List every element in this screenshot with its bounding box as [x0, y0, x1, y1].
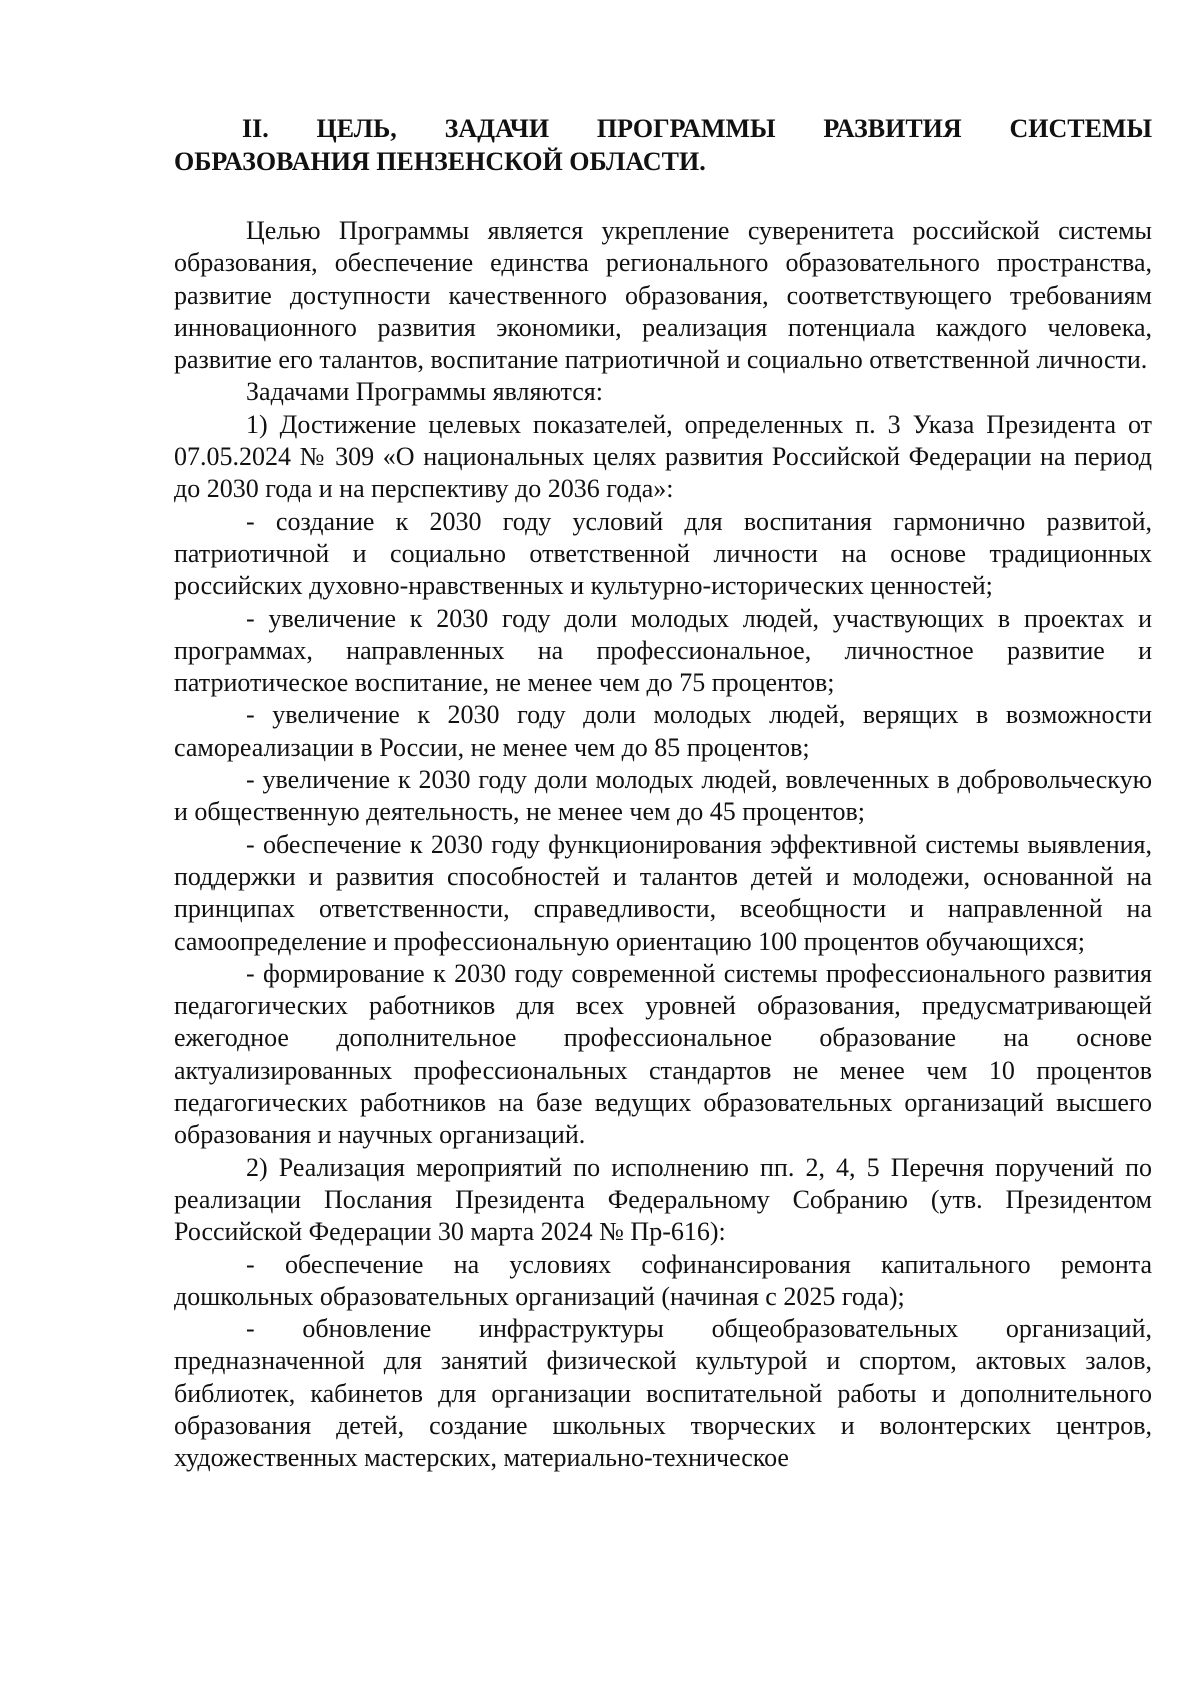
task-2-item: - обеспечение на условиях софинансирования капитального ремонта дошкольных образовательных организаций (начиная с 2025 года);	[174, 1249, 1152, 1311]
task-1-item: - формирование к 2030 году современной системы профессионального развития педагогических работников для всех уровней образования, предусматривающей ежегодное дополнительное профессиональное образование на основе актуализированных профессиональных стандартов не менее чем 10 процентов педагогических работников на базе ведущих образовательных организаций высшего образования и научных организаций.	[174, 958, 1152, 1150]
heading-line-1: II. ЦЕЛЬ, ЗАДАЧИ ПРОГРАММЫ РАЗВИТИЯ СИСТЕМЫ	[242, 114, 1152, 143]
task-1-intro: 1) Достижение целевых показателей, определенных п. 3 Указа Президента от 07.05.2024 № 309 «О национальных целях развития Российской Федерации на период до 2030 года и на перспективу до 2036 года»:	[174, 409, 1152, 504]
tasks-intro: Задачами Программы являются:	[246, 377, 603, 407]
section-heading	[174, 112, 1152, 178]
task-1-item: - увеличение к 2030 году доли молодых людей, участвующих в проектах и программах, направленных на профессиональное, личностное развитие и патриотическое воспитание, не менее чем до 75 процентов;	[174, 603, 1152, 698]
task-1-item: - увеличение к 2030 году доли молодых людей, вовлеченных в добровольческую и общественную деятельность, не менее чем до 45 процентов;	[174, 765, 1152, 827]
task-1-item: - увеличение к 2030 году доли молодых людей, верящих в возможности самореализации в России, не менее чем до 85 процентов;	[174, 700, 1152, 762]
goal-paragraph: Целью Программы является укрепление суверенитета российской системы образования, обеспечение единства регионального образовательного пространства, развитие доступности качественного образования, соответствующего требованиям инновационного развития экономики, реализация потенциала каждого человека, развитие его талантов, воспитание патриотичной и социально ответственной личности.	[174, 216, 1152, 375]
task-2-item: - обновление инфраструктуры общеобразовательных организаций, предназначенной для занятий физической культурой и спортом, актовых залов, библиотек, кабинетов для организации воспитательной работы и дополнительного образования детей, создание школьных творческих и волонтерских центров, художественных мастерских, материально-техническое	[174, 1314, 1152, 1473]
heading-line-2: ОБРАЗОВАНИЯ ПЕНЗЕНСКОЙ ОБЛАСТИ.	[174, 147, 706, 176]
document-page	[174, 112, 1152, 1475]
task-1-item: - создание к 2030 году условий для воспитания гармонично развитой, патриотичной и социально ответственной личности на основе традиционных российских духовно-нравственных и культурно-исторических ценностей;	[174, 506, 1152, 601]
task-2-intro: 2) Реализация мероприятий по исполнению пп. 2, 4, 5 Перечня поручений по реализации Послания Президента Федеральному Собранию (утв. Президентом Российской Федерации 30 марта 2024 № Пр-616):	[174, 1152, 1152, 1247]
task-1-item: - обеспечение к 2030 году функционирования эффективной системы выявления, поддержки и развития способностей и талантов детей и молодежи, основанной на принципах ответственности, справедливости, всеобщности и направленной на самоопределение и профессиональную ориентацию 100 процентов обучающихся;	[174, 829, 1152, 956]
